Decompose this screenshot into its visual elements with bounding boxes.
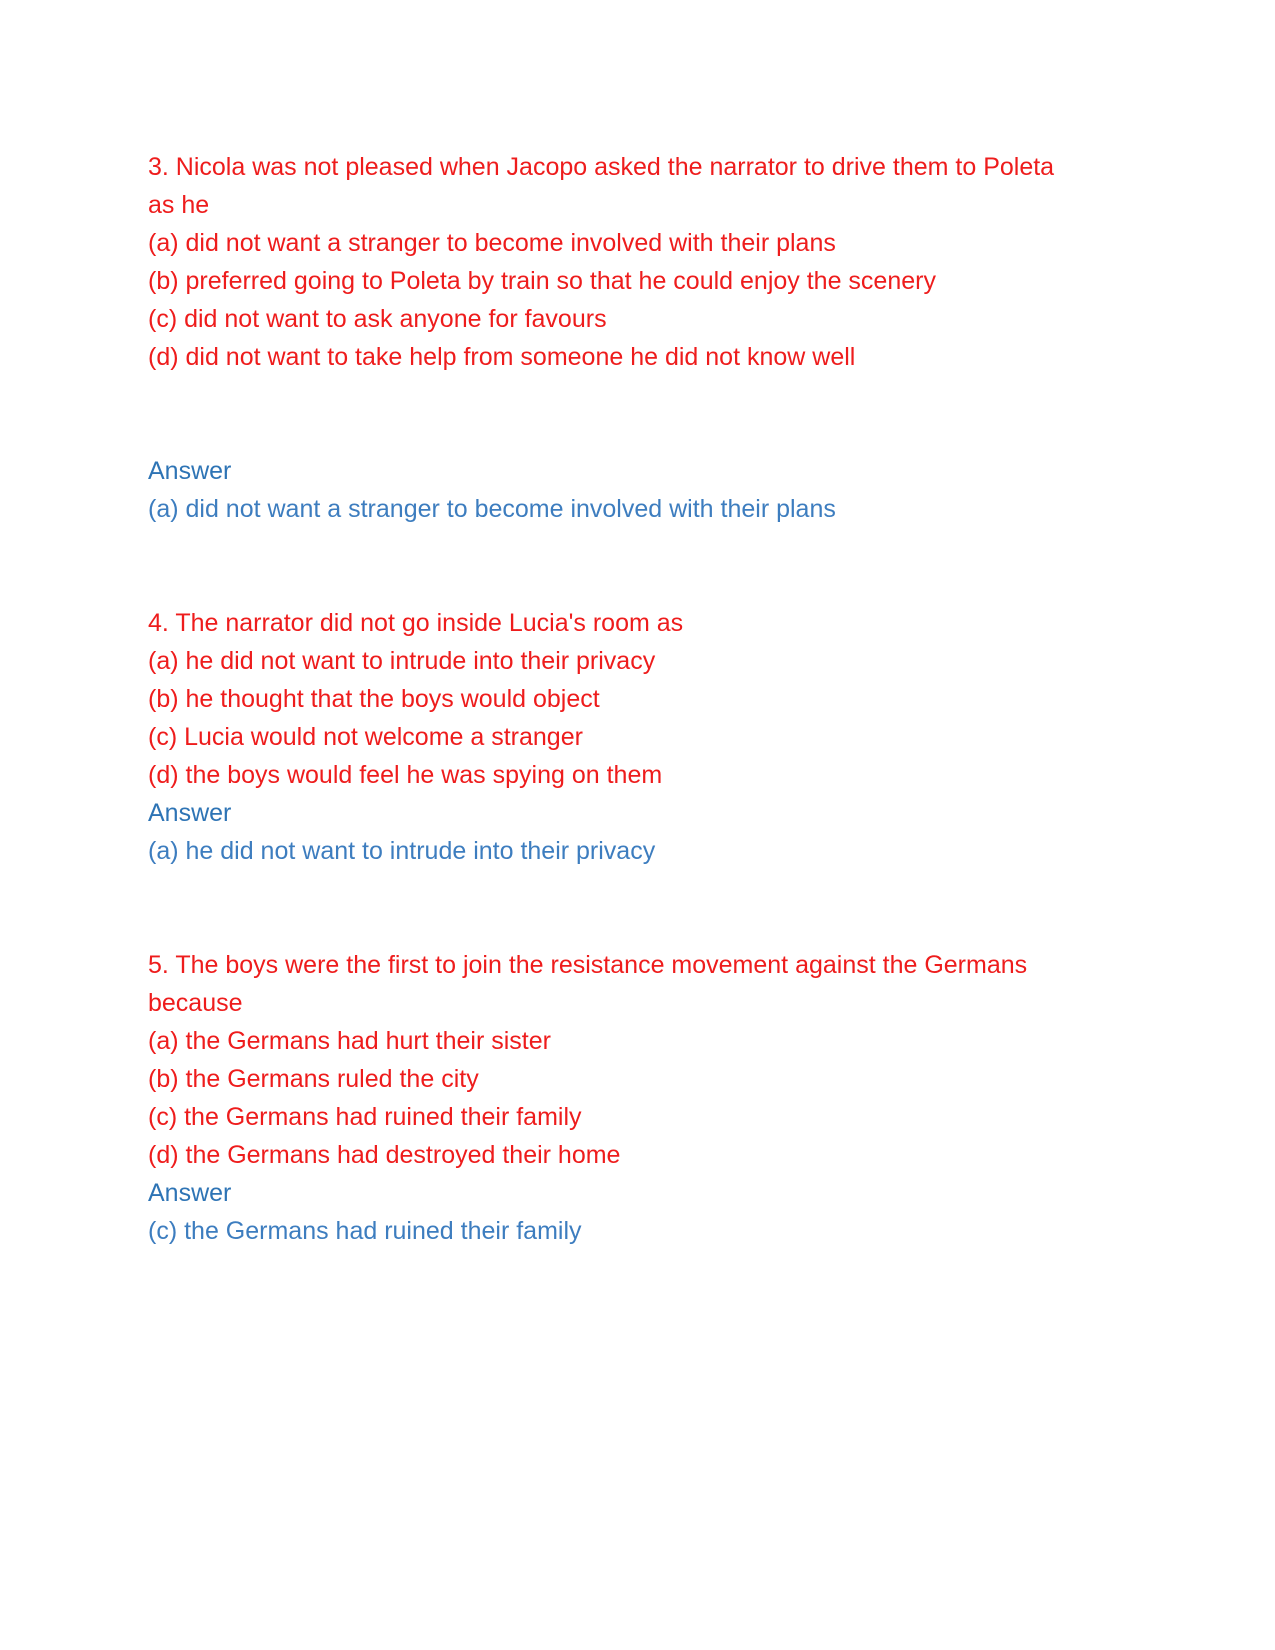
option-d: (d) did not want to take help from someone he did not know well bbox=[148, 343, 856, 371]
option-b: (b) preferred going to Poleta by train so that he could enjoy the scenery bbox=[148, 267, 936, 295]
document-page bbox=[148, 148, 1128, 1250]
option-c: (c) the Germans had ruined their family bbox=[148, 1103, 582, 1131]
option-b: (b) he thought that the boys would object bbox=[148, 685, 600, 713]
question-block-3 bbox=[148, 148, 1128, 528]
answer-heading: Answer bbox=[148, 1179, 232, 1207]
question-text: 4. The narrator did not go inside Lucia's room as bbox=[148, 609, 684, 637]
question-text: as he bbox=[148, 191, 210, 219]
question-block-4 bbox=[148, 604, 1128, 870]
option-a: (a) did not want a stranger to become involved with their plans bbox=[148, 229, 836, 257]
option-d: (d) the Germans had destroyed their home bbox=[148, 1141, 621, 1169]
answer-text: (c) the Germans had ruined their family bbox=[148, 1217, 582, 1245]
answer-text: (a) he did not want to intrude into their privacy bbox=[148, 837, 656, 865]
answer-heading: Answer bbox=[148, 799, 232, 827]
question-text: because bbox=[148, 989, 243, 1017]
answer-text: (a) did not want a stranger to become involved with their plans bbox=[148, 495, 836, 523]
question-text: 3. Nicola was not pleased when Jacopo asked the narrator to drive them to Poleta bbox=[148, 153, 1055, 181]
question-text: 5. The boys were the first to join the resistance movement against the Germans bbox=[148, 951, 1028, 979]
question-block-5 bbox=[148, 946, 1128, 1250]
option-d: (d) the boys would feel he was spying on them bbox=[148, 761, 663, 789]
option-a: (a) he did not want to intrude into their privacy bbox=[148, 647, 656, 675]
option-b: (b) the Germans ruled the city bbox=[148, 1065, 479, 1093]
answer-heading: Answer bbox=[148, 457, 232, 485]
option-c: (c) did not want to ask anyone for favours bbox=[148, 305, 607, 333]
option-a: (a) the Germans had hurt their sister bbox=[148, 1027, 551, 1055]
option-c: (c) Lucia would not welcome a stranger bbox=[148, 723, 583, 751]
